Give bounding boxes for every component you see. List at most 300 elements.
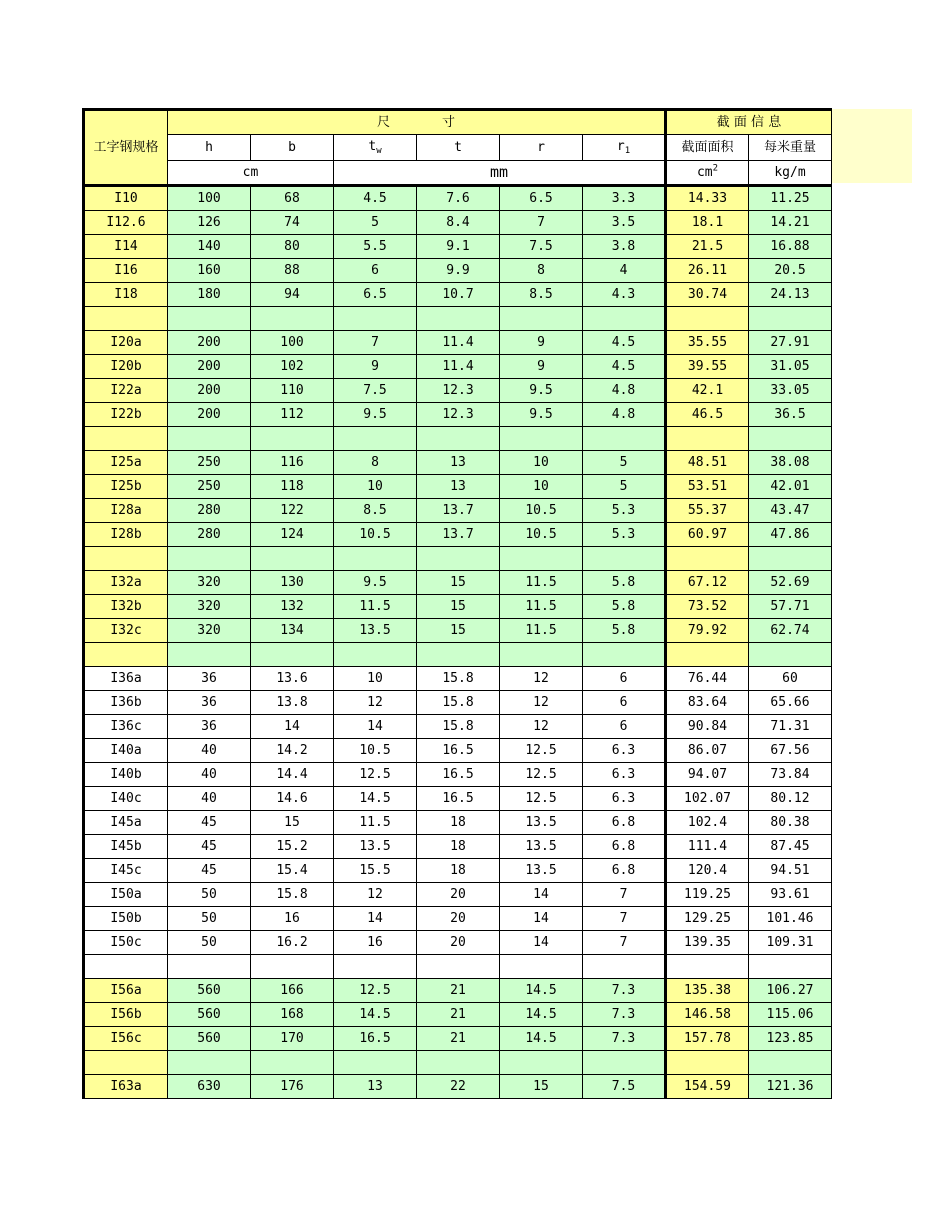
h-cell — [168, 1051, 251, 1075]
table-row — [84, 211, 832, 235]
t-cell: 11.4 — [417, 355, 500, 379]
r-cell: 7 — [500, 211, 583, 235]
spec-cell: I36b — [84, 691, 168, 715]
h-cell: 50 — [168, 883, 251, 907]
r1-cell: 5.3 — [583, 523, 666, 547]
r1-cell: 3.3 — [583, 186, 666, 211]
b-cell: 16 — [251, 907, 334, 931]
area-cell: 53.51 — [666, 475, 749, 499]
b-cell: 74 — [251, 211, 334, 235]
area-cell: 55.37 — [666, 499, 749, 523]
b-cell: 118 — [251, 475, 334, 499]
table-row — [84, 451, 832, 475]
r-cell: 10 — [500, 451, 583, 475]
r1-cell — [583, 427, 666, 451]
area-cell: 48.51 — [666, 451, 749, 475]
spec-cell — [84, 307, 168, 331]
h-cell: 320 — [168, 595, 251, 619]
area-cell: 135.38 — [666, 979, 749, 1003]
t-cell: 13.7 — [417, 523, 500, 547]
t-cell: 13 — [417, 475, 500, 499]
spec-cell: I32c — [84, 619, 168, 643]
spec-cell: I10 — [84, 186, 168, 211]
r1-cell: 6.8 — [583, 859, 666, 883]
spec-cell: I22b — [84, 403, 168, 427]
r1-cell: 7 — [583, 931, 666, 955]
b-cell — [251, 955, 334, 979]
r-cell — [500, 307, 583, 331]
table-row — [84, 667, 832, 691]
h-cell: 180 — [168, 283, 251, 307]
r1-cell: 7 — [583, 907, 666, 931]
t-cell: 21 — [417, 1003, 500, 1027]
r1-cell: 3.8 — [583, 235, 666, 259]
area-cell — [666, 955, 749, 979]
b-cell: 15 — [251, 811, 334, 835]
t-cell: 12.3 — [417, 403, 500, 427]
tw-cell — [334, 307, 417, 331]
area-cell: 67.12 — [666, 571, 749, 595]
table-row — [84, 931, 832, 955]
col-r1-header: $r_1$ — [583, 135, 666, 161]
tw-cell: 6.5 — [334, 283, 417, 307]
r-cell: 12 — [500, 667, 583, 691]
b-cell — [251, 1051, 334, 1075]
h-cell — [168, 547, 251, 571]
h-cell: 560 — [168, 979, 251, 1003]
tw-cell: 7.5 — [334, 379, 417, 403]
area-cell: 102.4 — [666, 811, 749, 835]
b-cell: 13.8 — [251, 691, 334, 715]
table-row — [84, 1075, 832, 1099]
t-cell: 9.1 — [417, 235, 500, 259]
tw-cell: 9.5 — [334, 403, 417, 427]
tw-cell: 6 — [334, 259, 417, 283]
r1-cell: 6.3 — [583, 787, 666, 811]
table-row — [84, 619, 832, 643]
tw-cell: 7 — [334, 331, 417, 355]
tw-cell: 11.5 — [334, 595, 417, 619]
weight-cell: 33.05 — [749, 379, 832, 403]
t-cell — [417, 307, 500, 331]
spec-cell: I12.6 — [84, 211, 168, 235]
dimension-group-header: 尺 寸 — [168, 110, 666, 135]
h-cell: 40 — [168, 739, 251, 763]
weight-cell: 115.06 — [749, 1003, 832, 1027]
area-cell: 157.78 — [666, 1027, 749, 1051]
r-cell: 13.5 — [500, 859, 583, 883]
area-cell: 60.97 — [666, 523, 749, 547]
spec-cell: I50b — [84, 907, 168, 931]
r-cell: 14 — [500, 931, 583, 955]
weight-cell: 121.36 — [749, 1075, 832, 1099]
tw-cell: 12.5 — [334, 763, 417, 787]
t-cell: 15.8 — [417, 667, 500, 691]
weight-cell — [749, 307, 832, 331]
t-cell: 20 — [417, 883, 500, 907]
r1-cell: 6 — [583, 667, 666, 691]
tw-cell: 9 — [334, 355, 417, 379]
i-beam-spec-table — [82, 108, 832, 1099]
area-cell — [666, 307, 749, 331]
spec-cell: I20b — [84, 355, 168, 379]
table-row — [84, 235, 832, 259]
spec-cell: I36c — [84, 715, 168, 739]
spec-cell: I14 — [84, 235, 168, 259]
t-cell: 11.4 — [417, 331, 500, 355]
r-cell: 9 — [500, 355, 583, 379]
weight-cell: 94.51 — [749, 859, 832, 883]
table-body — [84, 186, 832, 1099]
t-cell — [417, 955, 500, 979]
spec-cell: I40c — [84, 787, 168, 811]
table-row — [84, 835, 832, 859]
h-cell: 36 — [168, 691, 251, 715]
spec-cell — [84, 955, 168, 979]
b-cell: 110 — [251, 379, 334, 403]
r1-cell: 7.5 — [583, 1075, 666, 1099]
b-cell — [251, 427, 334, 451]
weight-cell — [749, 427, 832, 451]
tw-cell: 12.5 — [334, 979, 417, 1003]
b-cell: 14.2 — [251, 739, 334, 763]
b-cell — [251, 643, 334, 667]
tw-cell: 14 — [334, 715, 417, 739]
r-cell: 8.5 — [500, 283, 583, 307]
area-cell: 139.35 — [666, 931, 749, 955]
t-cell: 15 — [417, 571, 500, 595]
b-cell: 176 — [251, 1075, 334, 1099]
r-cell: 15 — [500, 1075, 583, 1099]
table-row — [84, 259, 832, 283]
table-row — [84, 715, 832, 739]
h-cell: 45 — [168, 811, 251, 835]
t-cell: 15 — [417, 619, 500, 643]
spec-cell: I28b — [84, 523, 168, 547]
table-row — [84, 643, 832, 667]
t-cell: 18 — [417, 811, 500, 835]
r1-cell: 6.8 — [583, 811, 666, 835]
tw-cell: 5 — [334, 211, 417, 235]
table-row — [84, 1051, 832, 1075]
table-row — [84, 307, 832, 331]
t-cell: 16.5 — [417, 739, 500, 763]
tw-cell: 14.5 — [334, 1003, 417, 1027]
weight-cell: 43.47 — [749, 499, 832, 523]
b-cell: 134 — [251, 619, 334, 643]
spec-cell — [84, 643, 168, 667]
weight-cell: 80.12 — [749, 787, 832, 811]
col-area-header: 截面面积 — [666, 135, 749, 161]
spec-cell: I50a — [84, 883, 168, 907]
spec-cell: I25a — [84, 451, 168, 475]
t-cell: 21 — [417, 979, 500, 1003]
area-cell: 21.5 — [666, 235, 749, 259]
weight-cell: 47.86 — [749, 523, 832, 547]
weight-cell — [749, 955, 832, 979]
h-cell — [168, 643, 251, 667]
weight-cell: 60 — [749, 667, 832, 691]
r1-cell: 6 — [583, 691, 666, 715]
tw-cell: 9.5 — [334, 571, 417, 595]
t-cell: 15.8 — [417, 715, 500, 739]
tw-cell: 4.5 — [334, 186, 417, 211]
t-cell: 13.7 — [417, 499, 500, 523]
spec-cell: I45a — [84, 811, 168, 835]
r-cell: 11.5 — [500, 595, 583, 619]
spec-cell: I40b — [84, 763, 168, 787]
r-cell: 14.5 — [500, 979, 583, 1003]
col-r-header: r — [500, 135, 583, 161]
r1-cell: 7.3 — [583, 979, 666, 1003]
table-row — [84, 427, 832, 451]
tw-cell: 10.5 — [334, 739, 417, 763]
spec-cell: I45b — [84, 835, 168, 859]
tw-cell: 16 — [334, 931, 417, 955]
table-row — [84, 859, 832, 883]
weight-cell: 14.21 — [749, 211, 832, 235]
h-cell: 320 — [168, 571, 251, 595]
spec-cell: I25b — [84, 475, 168, 499]
b-cell: 15.8 — [251, 883, 334, 907]
b-cell: 130 — [251, 571, 334, 595]
table-row — [84, 811, 832, 835]
area-cell: 14.33 — [666, 186, 749, 211]
tw-cell: 11.5 — [334, 811, 417, 835]
r-cell — [500, 427, 583, 451]
r1-cell — [583, 547, 666, 571]
tw-cell: 12 — [334, 883, 417, 907]
r1-cell: 4.5 — [583, 331, 666, 355]
area-cell: 79.92 — [666, 619, 749, 643]
r-cell: 14 — [500, 883, 583, 907]
h-cell: 50 — [168, 931, 251, 955]
table-row — [84, 739, 832, 763]
tw-cell: 10 — [334, 667, 417, 691]
r1-cell: 5 — [583, 475, 666, 499]
t-cell: 20 — [417, 931, 500, 955]
b-cell: 14.6 — [251, 787, 334, 811]
h-cell: 250 — [168, 451, 251, 475]
table-row — [84, 283, 832, 307]
area-cell: 120.4 — [666, 859, 749, 883]
tw-cell — [334, 427, 417, 451]
spec-column-header: 工字钢规格 — [84, 110, 168, 186]
weight-cell: 93.61 — [749, 883, 832, 907]
r1-cell: 6.3 — [583, 763, 666, 787]
area-cell — [666, 547, 749, 571]
area-cell — [666, 427, 749, 451]
table-row — [84, 186, 832, 211]
r1-cell: 4.5 — [583, 355, 666, 379]
r-cell: 11.5 — [500, 619, 583, 643]
r-cell: 12.5 — [500, 739, 583, 763]
weight-cell: 20.5 — [749, 259, 832, 283]
r-cell: 7.5 — [500, 235, 583, 259]
tw-cell — [334, 955, 417, 979]
spec-cell: I28a — [84, 499, 168, 523]
r-cell: 14.5 — [500, 1027, 583, 1051]
area-cell: 129.25 — [666, 907, 749, 931]
table-row — [84, 499, 832, 523]
table-row — [84, 1003, 832, 1027]
r1-cell: 5 — [583, 451, 666, 475]
h-cell: 40 — [168, 787, 251, 811]
t-cell — [417, 643, 500, 667]
spec-cell — [84, 427, 168, 451]
t-cell: 16.5 — [417, 763, 500, 787]
table-row — [84, 763, 832, 787]
weight-cell — [749, 643, 832, 667]
b-cell: 124 — [251, 523, 334, 547]
spec-cell: I32a — [84, 571, 168, 595]
t-cell: 15 — [417, 595, 500, 619]
r1-cell — [583, 1051, 666, 1075]
weight-cell: 36.5 — [749, 403, 832, 427]
weight-cell: 67.56 — [749, 739, 832, 763]
b-cell: 94 — [251, 283, 334, 307]
tw-cell — [334, 547, 417, 571]
area-cell: 76.44 — [666, 667, 749, 691]
spec-cell: I16 — [84, 259, 168, 283]
table-row — [84, 547, 832, 571]
r-cell: 13.5 — [500, 811, 583, 835]
tw-cell: 16.5 — [334, 1027, 417, 1051]
r-cell: 12 — [500, 715, 583, 739]
area-cell: 111.4 — [666, 835, 749, 859]
r-cell: 10.5 — [500, 523, 583, 547]
r1-cell: 5.8 — [583, 619, 666, 643]
weight-cell: 62.74 — [749, 619, 832, 643]
table-row — [84, 595, 832, 619]
b-cell: 16.2 — [251, 931, 334, 955]
tw-cell — [334, 643, 417, 667]
spec-cell: I40a — [84, 739, 168, 763]
h-cell: 200 — [168, 379, 251, 403]
weight-cell: 16.88 — [749, 235, 832, 259]
weight-cell: 71.31 — [749, 715, 832, 739]
t-cell: 18 — [417, 859, 500, 883]
area-cell: 119.25 — [666, 883, 749, 907]
h-cell: 36 — [168, 667, 251, 691]
weight-cell: 73.84 — [749, 763, 832, 787]
weight-cell: 87.45 — [749, 835, 832, 859]
tw-cell — [334, 1051, 417, 1075]
h-cell — [168, 307, 251, 331]
b-cell: 102 — [251, 355, 334, 379]
header-overflow-fill — [830, 109, 912, 183]
t-cell: 9.9 — [417, 259, 500, 283]
r-cell: 10.5 — [500, 499, 583, 523]
r1-cell: 5.8 — [583, 595, 666, 619]
r-cell: 6.5 — [500, 186, 583, 211]
col-weight-header: 每米重量 — [749, 135, 832, 161]
weight-cell: 31.05 — [749, 355, 832, 379]
h-cell: 630 — [168, 1075, 251, 1099]
r-cell — [500, 643, 583, 667]
area-cell: 94.07 — [666, 763, 749, 787]
weight-cell: 80.38 — [749, 811, 832, 835]
h-cell: 45 — [168, 835, 251, 859]
tw-cell: 8.5 — [334, 499, 417, 523]
tw-cell: 10 — [334, 475, 417, 499]
r-cell: 8 — [500, 259, 583, 283]
b-cell: 132 — [251, 595, 334, 619]
table-row — [84, 907, 832, 931]
spec-cell — [84, 1051, 168, 1075]
b-cell: 68 — [251, 186, 334, 211]
weight-cell: 65.66 — [749, 691, 832, 715]
weight-cell: 24.13 — [749, 283, 832, 307]
spec-cell — [84, 547, 168, 571]
h-cell: 50 — [168, 907, 251, 931]
table-row — [84, 403, 832, 427]
col-tw-header: $t_w$ — [334, 135, 417, 161]
h-cell: 160 — [168, 259, 251, 283]
spec-cell: I36a — [84, 667, 168, 691]
r1-cell — [583, 643, 666, 667]
h-cell: 280 — [168, 523, 251, 547]
b-cell — [251, 307, 334, 331]
r1-cell: 6.8 — [583, 835, 666, 859]
table-row — [84, 355, 832, 379]
h-cell: 200 — [168, 403, 251, 427]
b-cell: 13.6 — [251, 667, 334, 691]
h-cell: 560 — [168, 1027, 251, 1051]
b-cell: 122 — [251, 499, 334, 523]
b-cell: 112 — [251, 403, 334, 427]
h-cell: 250 — [168, 475, 251, 499]
h-cell: 126 — [168, 211, 251, 235]
r-cell: 14.5 — [500, 1003, 583, 1027]
r1-cell — [583, 307, 666, 331]
h-cell: 280 — [168, 499, 251, 523]
table-row — [84, 331, 832, 355]
weight-cell: 123.85 — [749, 1027, 832, 1051]
area-cell: 46.5 — [666, 403, 749, 427]
area-cell: 42.1 — [666, 379, 749, 403]
area-cell: 73.52 — [666, 595, 749, 619]
area-cell — [666, 643, 749, 667]
b-cell — [251, 547, 334, 571]
weight-cell — [749, 1051, 832, 1075]
t-cell — [417, 1051, 500, 1075]
t-cell — [417, 547, 500, 571]
weight-cell: 106.27 — [749, 979, 832, 1003]
r-cell: 9 — [500, 331, 583, 355]
unit-cm: cm — [168, 161, 334, 186]
b-cell: 14.4 — [251, 763, 334, 787]
tw-cell: 13.5 — [334, 619, 417, 643]
spec-cell: I18 — [84, 283, 168, 307]
r-cell — [500, 1051, 583, 1075]
tw-cell: 12 — [334, 691, 417, 715]
table-row — [84, 379, 832, 403]
table-row — [84, 1027, 832, 1051]
t-cell: 22 — [417, 1075, 500, 1099]
unit-area: $cm^2$ — [666, 161, 749, 186]
area-cell: 154.59 — [666, 1075, 749, 1099]
r1-cell: 3.5 — [583, 211, 666, 235]
weight-cell: 38.08 — [749, 451, 832, 475]
r1-cell: 4.8 — [583, 379, 666, 403]
h-cell: 560 — [168, 1003, 251, 1027]
t-cell: 12.3 — [417, 379, 500, 403]
t-cell: 8.4 — [417, 211, 500, 235]
h-cell: 200 — [168, 355, 251, 379]
h-cell: 100 — [168, 186, 251, 211]
table-row — [84, 787, 832, 811]
